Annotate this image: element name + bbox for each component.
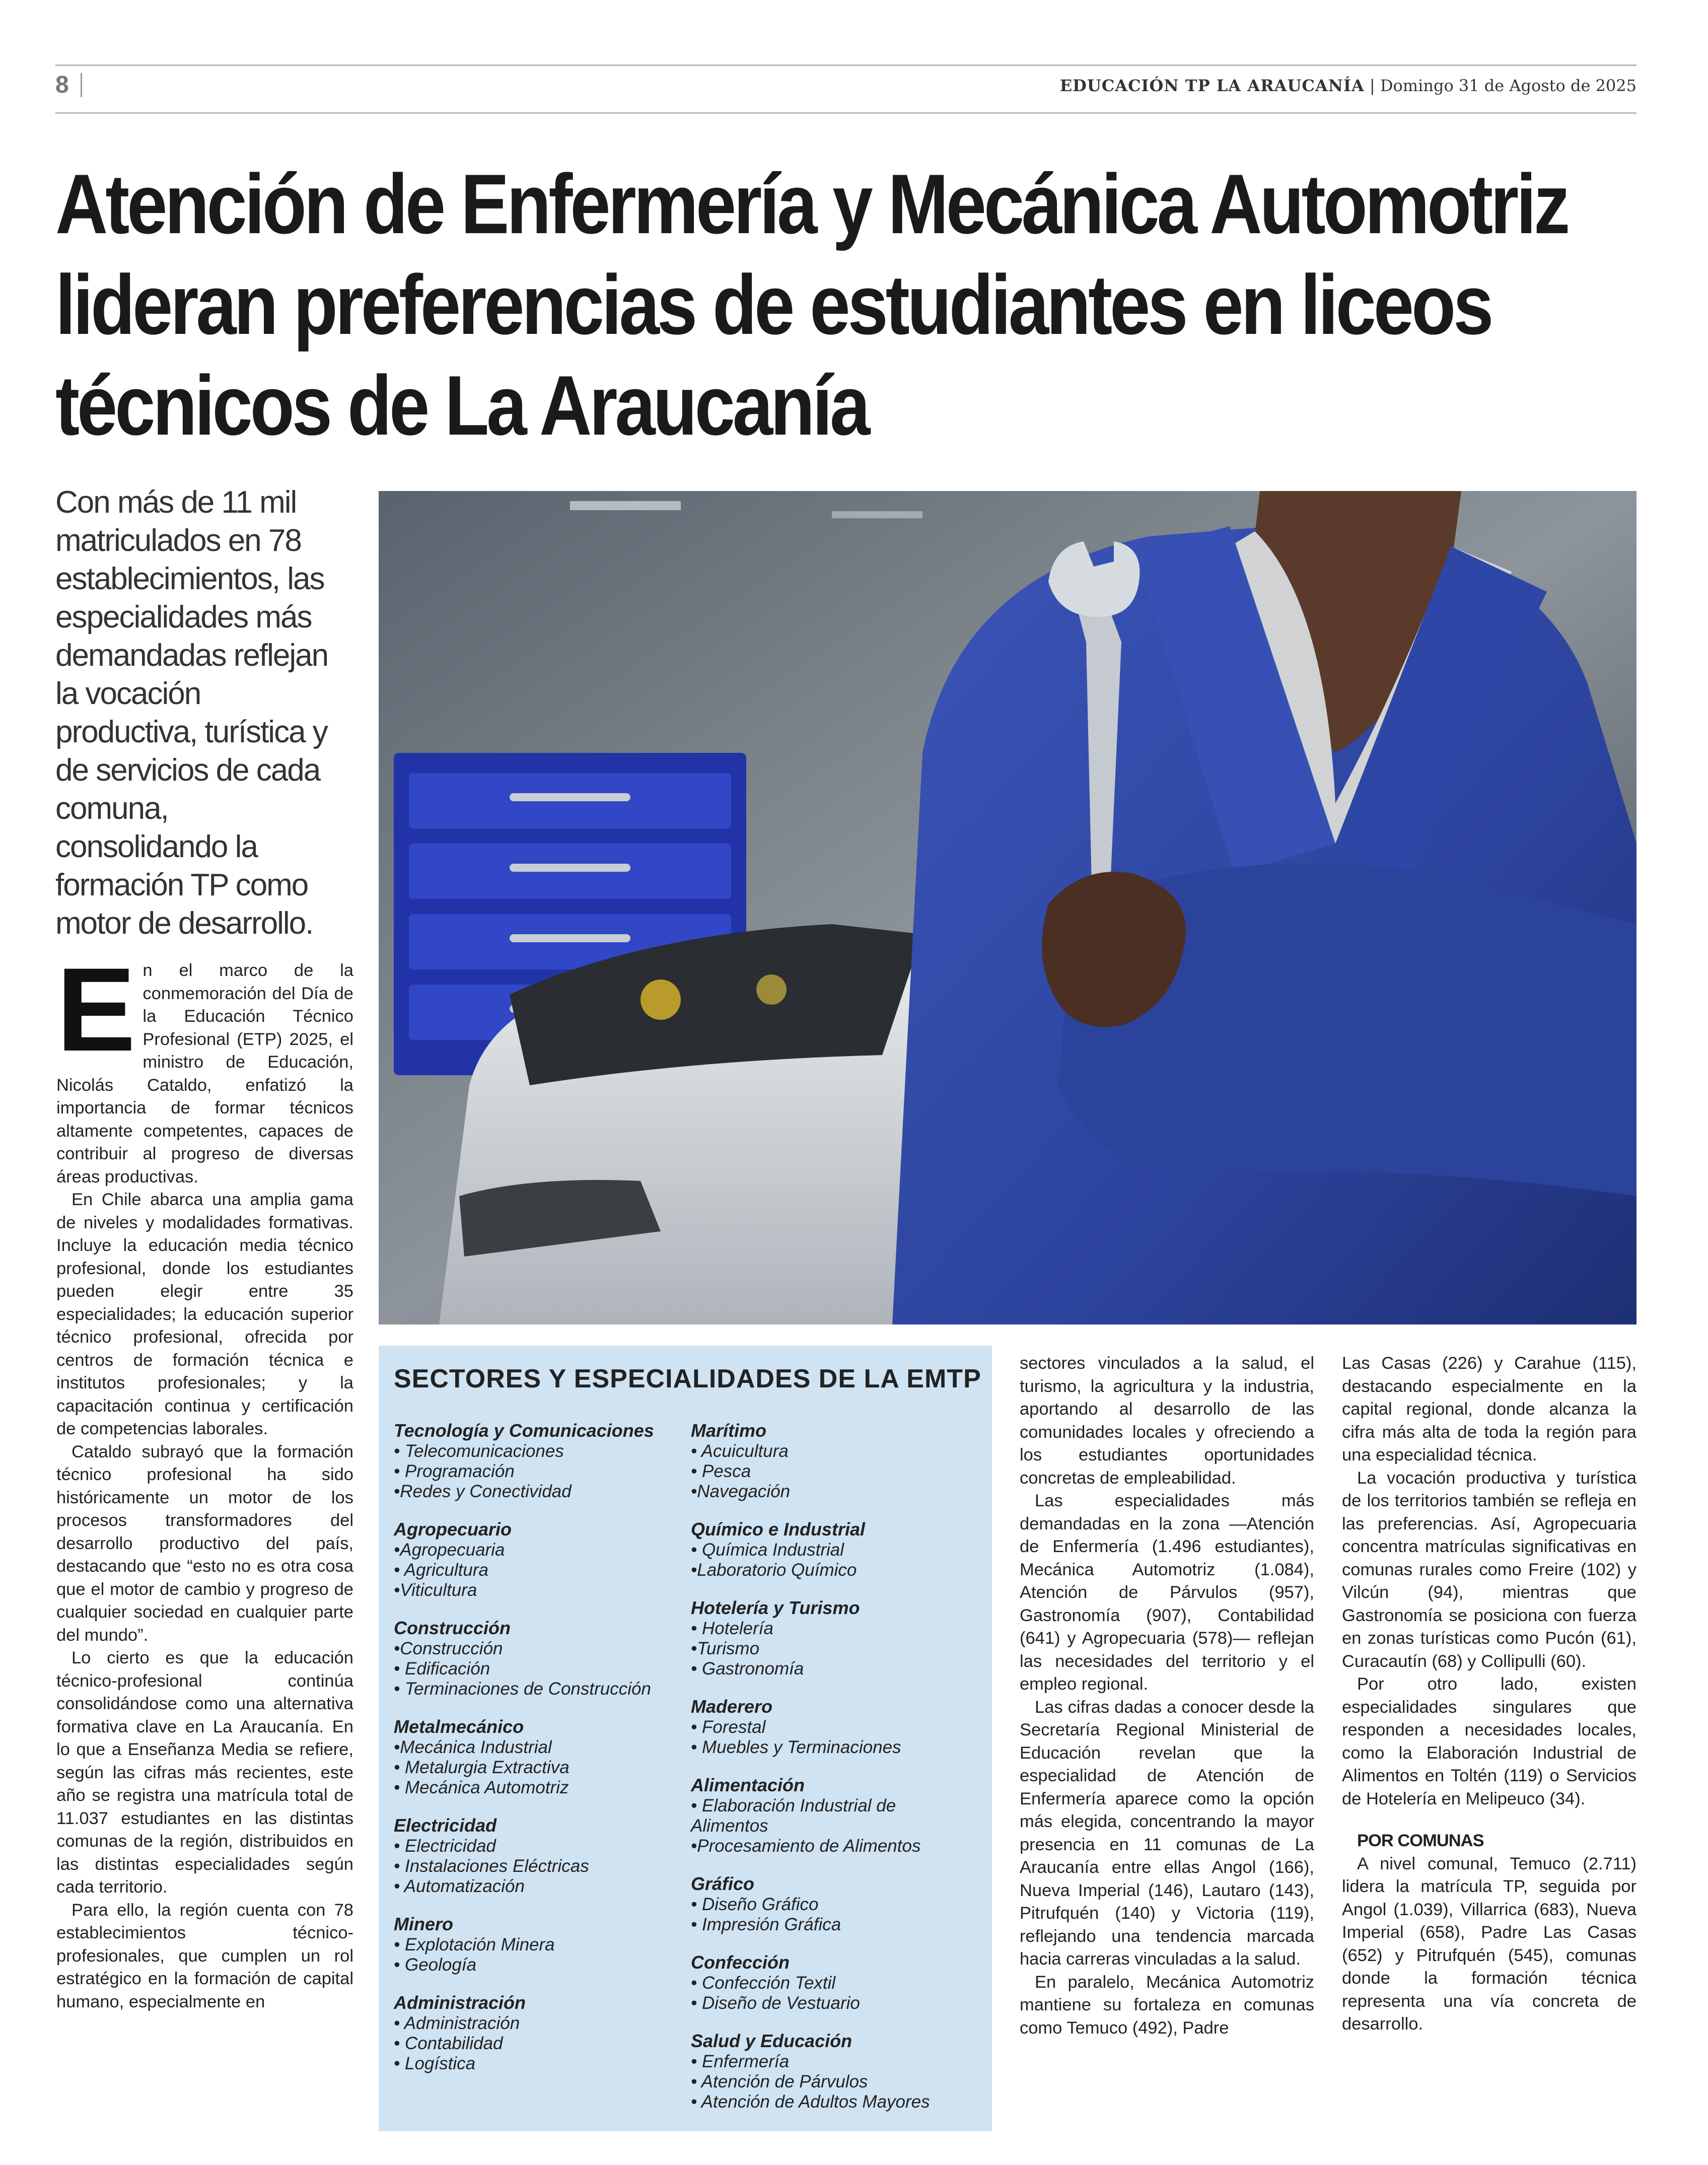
sector-block [691, 1597, 973, 1679]
header-info [1060, 76, 1636, 95]
specialty-item: • Logística [394, 2054, 476, 2073]
sector-name: Tecnología y Comunicaciones [394, 1420, 654, 1441]
article-paragraph: En paralelo, Mecánica Automotriz mantiene su fortaleza en comunas como Temuco (492), Padre [1020, 1972, 1314, 2038]
article-column-3 [1020, 1352, 1314, 2040]
specialty-item: • Mecánica Automotriz [394, 1778, 569, 1797]
specialty-item: • Agricultura [394, 1560, 488, 1580]
sector-block [394, 1992, 676, 2074]
sector-block [394, 1815, 676, 1897]
header-divider: | [1369, 76, 1380, 95]
sector-name: Salud y Educación [691, 2031, 852, 2051]
headline-line-2: lideran preferencias de estudiantes en liceos [55, 257, 1491, 352]
article-column-4 [1342, 1352, 1636, 2036]
sector-name: Metalmecánico [394, 1716, 524, 1737]
article-paragraph: Las cifras dadas a conocer desde la Secretaría Regional Ministerial de Educación revelan que la especialidad de Atención de Enfermería aparece como la opción más elegida, concentrando la mayor presencia en 11 comunas de La Araucanía entre ellas Angol (166), Nueva Imperial (146), Lautaro (143), Pitrufquén (140) y Victoria (119), reflejando una tendencia marcada hacia carreras vinculadas a la salud. [1020, 1697, 1314, 1969]
sector-name: Marítimo [691, 1420, 767, 1441]
specialty-item: • Geología [394, 1955, 477, 1975]
sector-name: Agropecuario [394, 1519, 512, 1540]
article-paragraph: En Chile abarca una amplia gama de niveles y modalidades formativas. Incluye la educación media técnico profesional, donde los estudiantes pueden elegir entre 35 especialidades; la educación superior técnico profesional, ofrecida por centros de formación técnica e institutos profesionales; y la capacitación continua y certificación de competencias laborales. [56, 1190, 353, 1438]
sector-name: Hotelería y Turismo [691, 1597, 860, 1618]
mechanic [892, 491, 1636, 1324]
deck: Con más de 11 mil matriculados en 78 establecimientos, las especialidades más demandadas reflejan la vocación productiva, turística y de servicios de cada comuna, consolidando la formación TP como motor de desarrollo. [55, 485, 328, 941]
specialty-item: • Electricidad [394, 1836, 496, 1856]
sidebar-title: SECTORES Y ESPECIALIDADES DE LA EMTP [394, 1364, 981, 1393]
specialty-item: • Programación [394, 1461, 515, 1481]
sector-block [394, 1914, 676, 1975]
sector-block [691, 1519, 973, 1580]
specialty-item: •Turismo [691, 1639, 760, 1658]
sector-name: Electricidad [394, 1815, 497, 1836]
specialty-item: •Mecánica Industrial [394, 1737, 552, 1757]
headline-line-1: Atención de Enfermería y Mecánica Automotriz [55, 157, 1568, 251]
specialty-item: • Contabilidad [394, 2034, 503, 2053]
specialty-item: •Procesamiento de Alimentos [691, 1836, 921, 1856]
article-paragraph: A nivel comunal, Temuco (2.711) lidera la matrícula TP, seguida por Angol (1.039), Villarrica (683), Nueva Imperial (658), Padre Las Casas (652) y Pitrufquén (545), comunas donde la formación técnica representa una vía concreta de desarrollo. [1342, 1854, 1636, 2034]
specialty-item: • Acuicultura [691, 1441, 789, 1461]
sector-name: Maderero [691, 1696, 773, 1717]
sector-name: Minero [394, 1914, 454, 1934]
page-header [55, 64, 1636, 114]
sector-block [691, 1952, 973, 2013]
specialty-item: • Forestal [691, 1717, 766, 1737]
article-column-1 [56, 943, 353, 2013]
drop-cap: E [56, 943, 136, 1076]
section-name: EDUCACIÓN TP LA ARAUCANÍA [1059, 76, 1365, 95]
sector-block [691, 1775, 973, 1856]
sector-name: Construcción [394, 1618, 511, 1638]
specialty-item: •Laboratorio Químico [691, 1560, 857, 1580]
sector-block [691, 2031, 973, 2112]
specialty-item: • Diseño de Vestuario [691, 1993, 860, 2013]
specialty-item: • Atención de Párvulos [691, 2072, 868, 2091]
specialty-item: • Pesca [691, 1461, 751, 1481]
specialty-item: •Agropecuaria [394, 1540, 505, 1560]
mechanic-photo-illustration [379, 491, 1636, 1324]
specialty-item: • Telecomunicaciones [394, 1441, 564, 1461]
article-paragraph: La vocación productiva y turística de los territorios también se refleja en las preferencias. Así, Agropecuaria concentra matrículas significativas en comunas rurales como Freire (102) y Vilcún (94), mientras que Gastronomía se posiciona con fuerza en zonas turísticas como Pucón (61), Curacautín (68) y Collipulli (60). [1342, 1468, 1636, 1671]
specialty-item: • Automatización [394, 1876, 525, 1896]
specialty-item: • Enfermería [691, 2052, 790, 2071]
sidebar-column-left [394, 1420, 676, 2091]
page-number: 8 [55, 72, 69, 98]
specialty-item: • Hotelería [691, 1619, 773, 1638]
sector-name: Confección [691, 1952, 790, 1973]
sectors-sidebar [379, 1346, 992, 2131]
sector-block [691, 1420, 973, 1502]
specialty-item: • Instalaciones Eléctricas [394, 1856, 589, 1876]
specialty-item: • Atención de Adultos Mayores [691, 2092, 930, 2112]
sector-name: Administración [394, 1992, 526, 2013]
article-paragraph: Las Casas (226) y Carahue (115), destacando especialmente en la capital regional, donde alcanza la cifra más alta de toda la región para una especialidad técnica. [1342, 1354, 1636, 1464]
headline-line-3: técnicos de La Araucanía [55, 358, 868, 453]
specialty-item: • Administración [394, 2013, 520, 2033]
specialty-item: •Viticultura [394, 1580, 477, 1600]
specialty-item: • Confección Textil [691, 1973, 836, 1993]
article-paragraph: Las especialidades más demandadas en la zona —Atención de Enfermería (1.496 estudiantes), Mecánica Automotriz (1.084), Atención de Párvulos (957), Gastronomía (907), Contabilidad (641) y Agropecuaria (578)— reflejan las necesidades del territorio y el empleo regional. [1020, 1491, 1314, 1694]
specialty-item: • Terminaciones de Construcción [394, 1679, 651, 1699]
sector-block [691, 1696, 973, 1758]
sector-block [394, 1618, 676, 1699]
page-number-divider [81, 73, 82, 97]
publication-date: Domingo 31 de Agosto de 2025 [1380, 76, 1636, 95]
article-paragraph: sectores vinculados a la salud, el turismo, la agricultura y la industria, aportando al desarrollo de las comunidades locales y ofreciendo a los estudiantes oportunidades concretas de empleabilidad. [1020, 1354, 1314, 1488]
article-photo [379, 491, 1636, 1324]
sector-block [394, 1420, 676, 1502]
article-paragraph: Para ello, la región cuenta con 78 establecimientos técnico-profesionales, que cumplen un rol estratégico en la formación de capital humano, especialmente en [56, 1900, 353, 2011]
specialty-item: •Redes y Conectividad [394, 1482, 572, 1501]
article-paragraph: Por otro lado, existen especialidades singulares que responden a necesidades locales, como la Elaboración Industrial de Alimentos en Toltén (119) o Servicios de Hotelería en Melipeuco (34). [1342, 1674, 1636, 1808]
sector-block [394, 1519, 676, 1600]
article-paragraph: Lo cierto es que la educación técnico-profesional continúa consolidándose como una alternativa formativa clave en La Araucanía. En lo que a Enseñanza Media se refiere, según las cifras más recientes, este año se registra una matrícula total de 11.037 estudiantes en las distintas comunas de la región, distribuidos en las distintas especialidades según cada territorio. [56, 1648, 353, 1897]
specialty-item: • Impresión Gráfica [691, 1915, 841, 1934]
subheading: POR COMUNAS [1357, 1831, 1484, 1850]
specialty-item: • Explotación Minera [394, 1935, 555, 1954]
sector-block [691, 1873, 973, 1935]
sector-name: Gráfico [691, 1873, 755, 1894]
specialty-item: • Muebles y Terminaciones [691, 1737, 901, 1757]
sector-block [394, 1716, 676, 1798]
sidebar-column-right [691, 1420, 973, 2129]
specialty-item: • Gastronomía [691, 1659, 804, 1679]
article-paragraph: Cataldo subrayó que la formación técnico profesional ha sido históricamente un motor de los procesos transformadores del desarrollo productivo del país, destacando que “esto no es otra cosa que el motor de cambio y progreso de cualquier sociedad en cualquier parte del mundo”. [56, 1442, 353, 1645]
headline [55, 154, 1641, 456]
specialty-item: • Química Industrial [691, 1540, 844, 1560]
sector-name: Alimentación [691, 1775, 805, 1795]
article-paragraph: En el marco de la conmemoración del Día de la Educación Técnico Profesional (ETP) 2025, el ministro de Educación, Nicolás Cataldo, enfatizó la importancia de formar técnicos altamente competentes, capaces de contribuir al progreso de diversas áreas productivas. [56, 943, 353, 1186]
sector-name: Químico e Industrial [691, 1519, 866, 1540]
specialty-item: • Metalurgia Extractiva [394, 1758, 570, 1777]
specialty-item: • Diseño Gráfico [691, 1895, 819, 1914]
specialty-item: • Elaboración Industrial de Alimentos [691, 1796, 896, 1836]
specialty-item: •Construcción [394, 1639, 503, 1658]
specialty-item: •Navegación [691, 1482, 791, 1501]
specialty-item: • Edificación [394, 1659, 490, 1679]
